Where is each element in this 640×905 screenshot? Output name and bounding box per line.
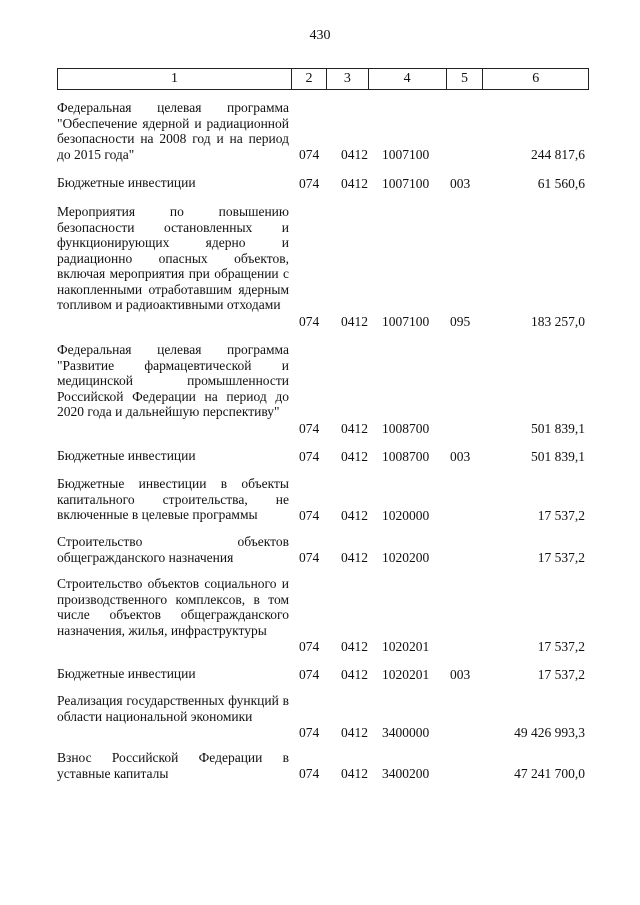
row-description: Строительство объектов социального и производственного комплексов, в том числе объектов общегражданского назначения, жилья, инфраструктуры: [57, 576, 289, 638]
row-code-col4: 1007100: [382, 146, 430, 162]
row-code-col3: 0412: [341, 638, 368, 654]
row-amount: 49 426 993,3: [514, 724, 585, 740]
row-code-col4: 3400200: [382, 765, 430, 781]
row-description: Бюджетные инвестиции: [57, 175, 196, 190]
row-code-col4: 1008700: [382, 448, 430, 464]
row-code-col4: 1020201: [382, 666, 430, 682]
row-code-col2: 074: [299, 175, 320, 191]
row-code-col4: 3400000: [382, 724, 430, 740]
row-code-col2: 074: [299, 420, 320, 436]
row-code-col3: 0412: [341, 724, 368, 740]
row-amount: 47 241 700,0: [514, 765, 585, 781]
row-code-col2: 074: [299, 313, 320, 329]
row-amount: 183 257,0: [531, 313, 585, 329]
row-description: Бюджетные инвестиции в объекты капитального строительства, не включенные в целевые программы: [57, 476, 289, 522]
column-header-1: 1: [58, 69, 292, 89]
table-row: [57, 342, 589, 436]
row-code-col2: 074: [299, 765, 320, 781]
row-description: Бюджетные инвестиции: [57, 666, 196, 681]
row-description: Мероприятия по повышению безопасности остановленных и функционирующих ядерно и радиационно опасных объектов, включая мероприятия при обращении с накопленными отработавшим ядерным топливом и радиоактивными отходами: [57, 204, 289, 312]
row-amount: 61 560,6: [537, 175, 585, 191]
row-description: Бюджетные инвестиции: [57, 448, 196, 463]
row-description: Федеральная целевая программа "Развитие фармацевтической и медицинской промышленности Российской Федерации на период до 2020 года и дальнейшую перспективу": [57, 342, 289, 419]
table-row: [57, 204, 589, 329]
row-code-col3: 0412: [341, 313, 368, 329]
table-row: [57, 476, 589, 523]
table-header: [57, 68, 589, 90]
row-code-col3: 0412: [341, 448, 368, 464]
row-description: Федеральная целевая программа "Обеспечение ядерной и радиационной безопасности на 2008 год и на период до 2015 года": [57, 100, 289, 162]
row-description: Реализация государственных функций в области национальной экономики: [57, 693, 289, 724]
table-row: [57, 576, 589, 654]
column-header-2: 2: [292, 69, 327, 89]
row-code-col3: 0412: [341, 507, 368, 523]
row-code-col2: 074: [299, 724, 320, 740]
row-code-col3: 0412: [341, 549, 368, 565]
column-header-4: 4: [369, 69, 447, 89]
row-code-col3: 0412: [341, 420, 368, 436]
row-code-col4: 1007100: [382, 313, 430, 329]
row-code-col4: 1020201: [382, 638, 430, 654]
table-row: [57, 100, 589, 162]
row-code-col2: 074: [299, 507, 320, 523]
row-amount: 501 839,1: [531, 448, 585, 464]
row-code-col2: 074: [299, 549, 320, 565]
row-code-col5: 003: [450, 666, 471, 682]
row-code-col3: 0412: [341, 666, 368, 682]
row-code-col3: 0412: [341, 765, 368, 781]
row-code-col2: 074: [299, 448, 320, 464]
table-row: [57, 750, 589, 781]
row-code-col4: 1020000: [382, 507, 430, 523]
row-code-col4: 1008700: [382, 420, 430, 436]
column-header-3: 3: [327, 69, 369, 89]
row-amount: 244 817,6: [531, 146, 585, 162]
row-code-col2: 074: [299, 666, 320, 682]
row-amount: 17 537,2: [537, 666, 585, 682]
row-code-col3: 0412: [341, 175, 368, 191]
page-number: 430: [309, 28, 331, 43]
table-row: [57, 448, 589, 464]
row-description: Взнос Российской Федерации в уставные капиталы: [57, 750, 289, 781]
row-code-col2: 074: [299, 146, 320, 162]
table-row: [57, 666, 589, 682]
row-amount: 17 537,2: [537, 507, 585, 523]
row-code-col5: 003: [450, 175, 471, 191]
table-row: [57, 175, 589, 191]
column-header-6: 6: [532, 71, 540, 86]
row-amount: 17 537,2: [537, 549, 585, 565]
row-code-col2: 074: [299, 638, 320, 654]
column-header-5: 5: [447, 69, 484, 89]
row-code-col4: 1007100: [382, 175, 430, 191]
row-amount: 501 839,1: [531, 420, 585, 436]
row-code-col5: 003: [450, 448, 471, 464]
row-description: Строительство объектов общегражданского назначения: [57, 534, 289, 565]
row-code-col4: 1020200: [382, 549, 430, 565]
table-row: [57, 534, 589, 565]
row-code-col3: 0412: [341, 146, 368, 162]
row-amount: 17 537,2: [537, 638, 585, 654]
table-row: [57, 693, 589, 740]
row-code-col5: 095: [450, 313, 471, 329]
